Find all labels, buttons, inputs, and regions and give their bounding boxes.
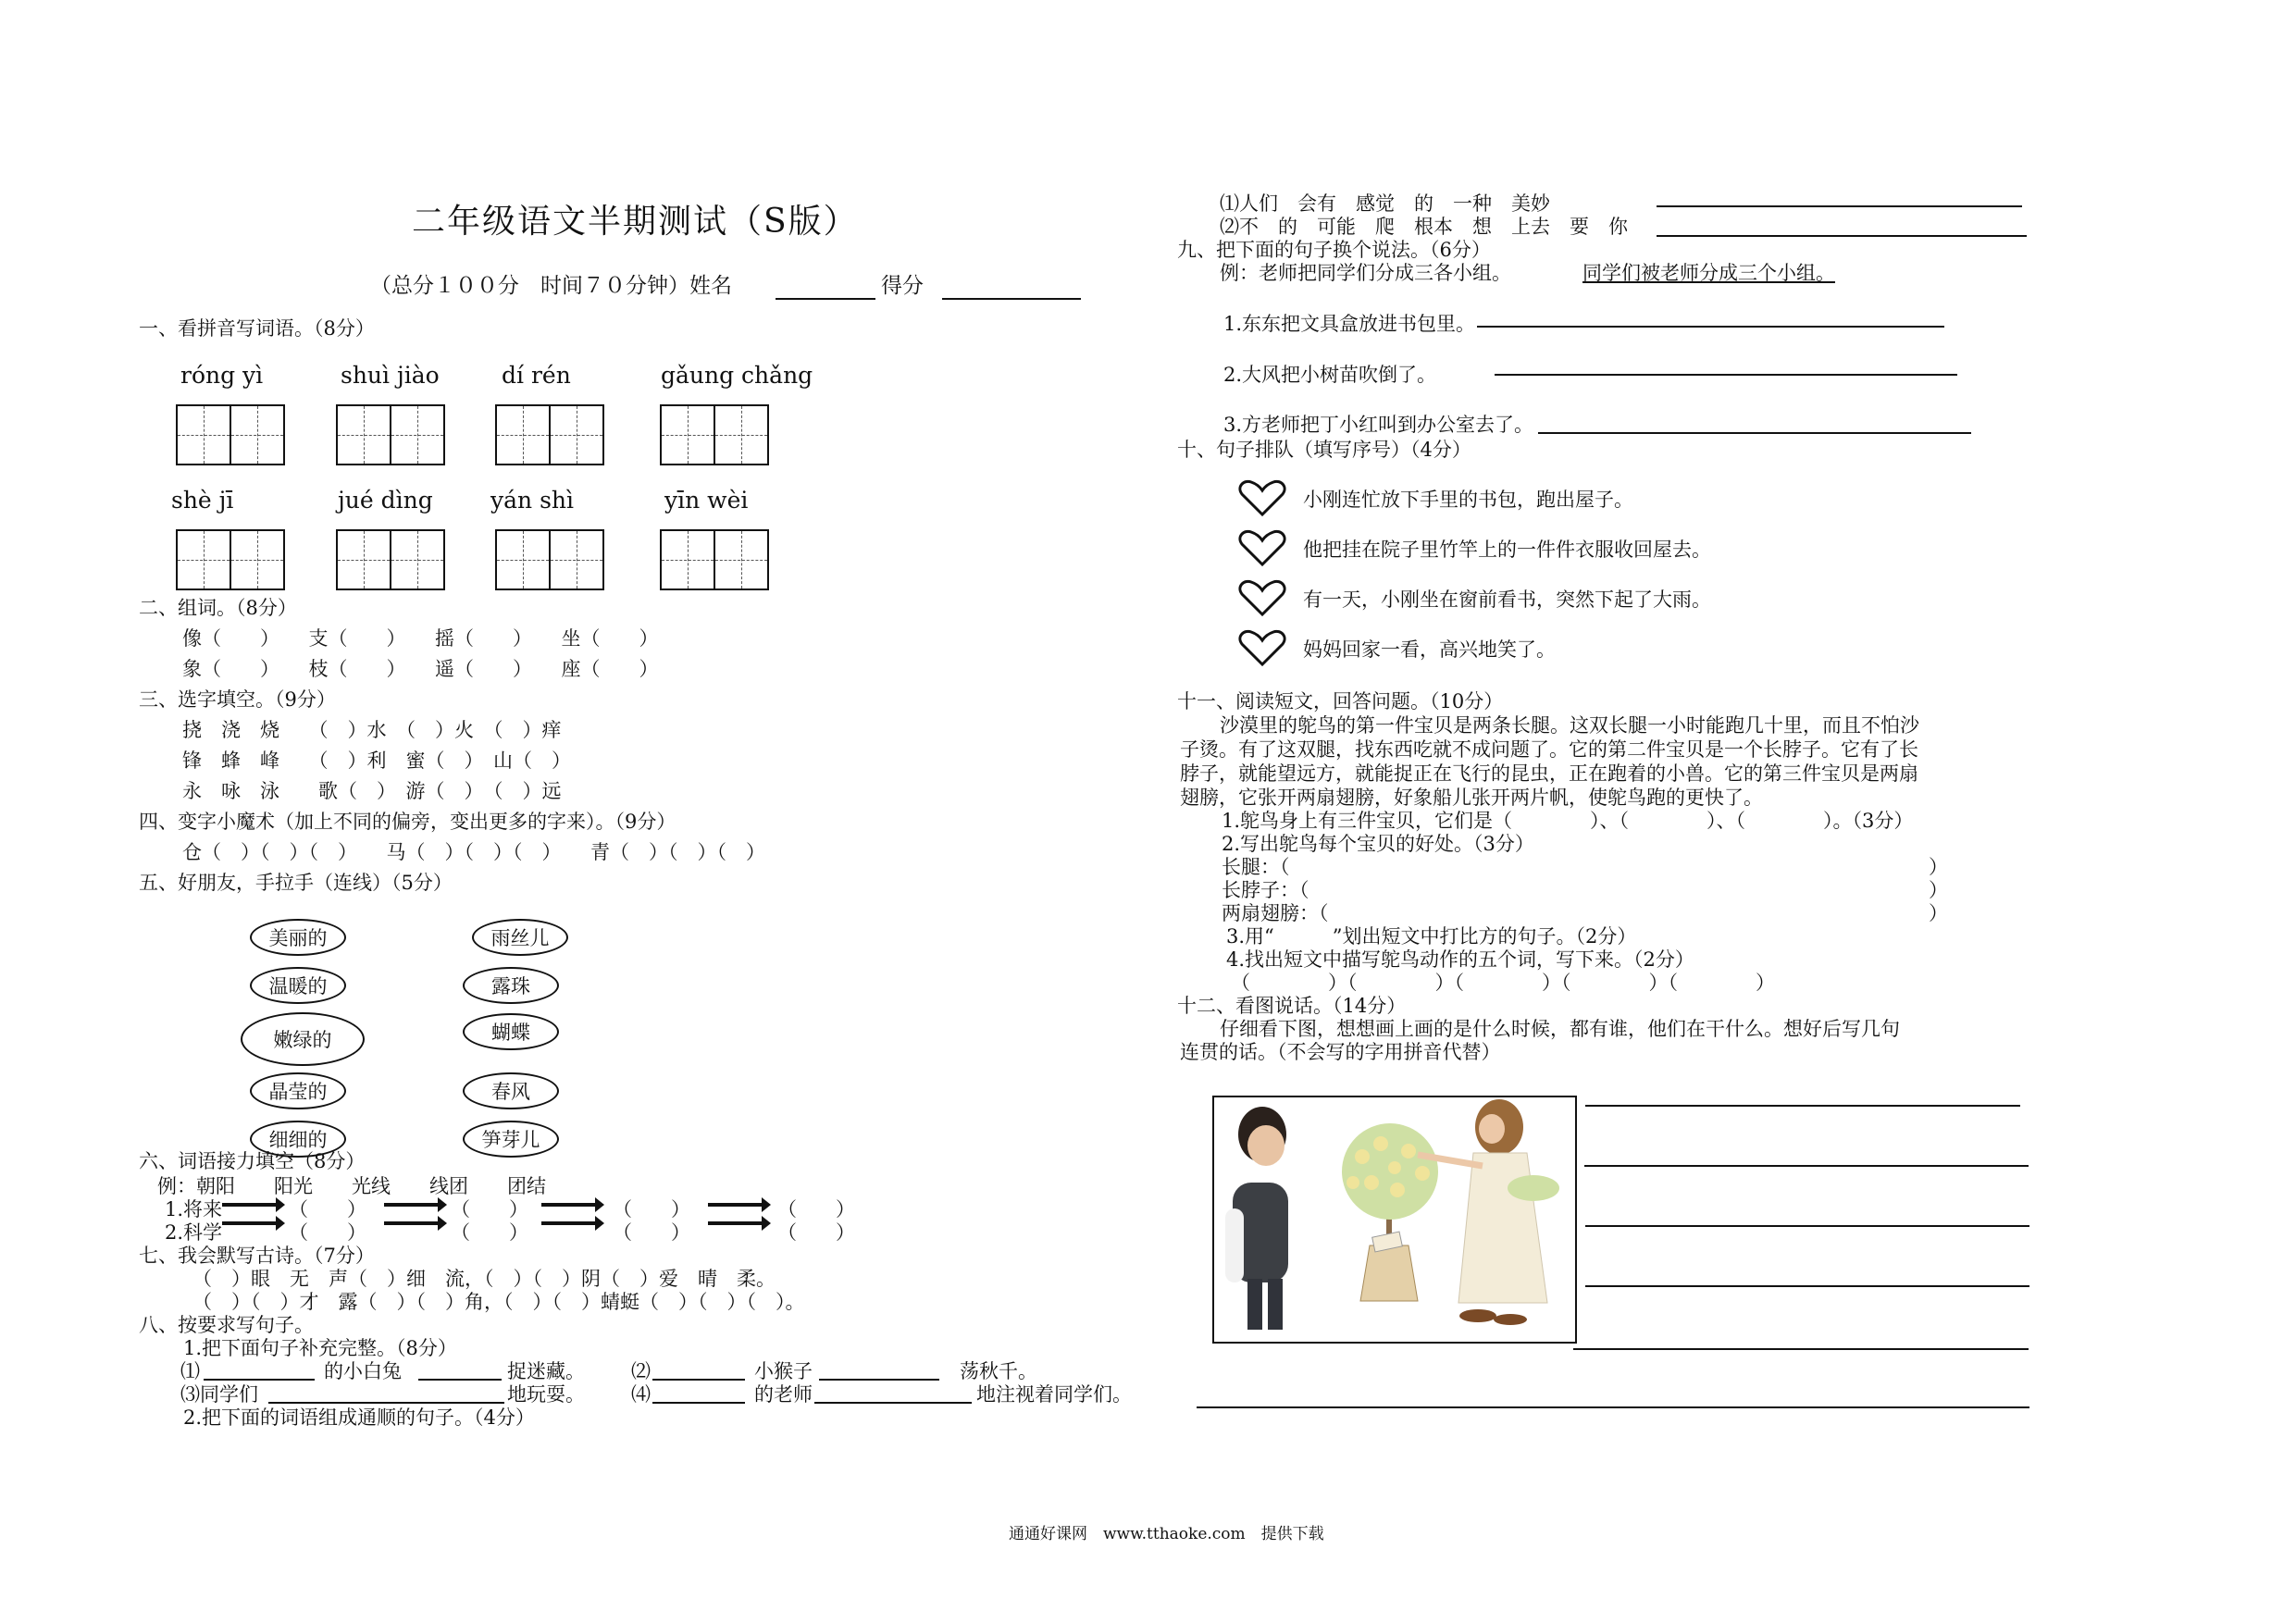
- s9-answer-line[interactable]: [1538, 432, 1971, 434]
- s8-words-2: ⑵不 的 可能 爬 根本 想 上去 要 你: [1220, 216, 1628, 238]
- section-4-heading: 四、变字小魔术（加上不同的偏旁，变出更多的字来）。（9分）: [139, 811, 676, 833]
- match-left-1[interactable]: 美丽的: [250, 919, 346, 956]
- pinyin-3: dí rén: [502, 362, 571, 389]
- s2-row-2: 象（ ） 枝（ ） 遥（ ） 座（ ）: [182, 658, 659, 680]
- s6-blank[interactable]: （ ）: [289, 1198, 366, 1220]
- s12-answer-line[interactable]: [1585, 1105, 2020, 1107]
- s8-a2: ⑵: [631, 1360, 651, 1382]
- match-right-1[interactable]: 雨丝儿: [472, 919, 568, 956]
- write-grid-2[interactable]: [336, 404, 443, 465]
- pinyin-1: róng yì: [180, 362, 264, 389]
- s8-blank[interactable]: [268, 1402, 504, 1404]
- s11-para-1: 沙漠里的鸵鸟的第一件宝贝是两条长腿。这双长腿一小时能跑几十里，而且不怕沙: [1220, 714, 1919, 737]
- s9-answer-line[interactable]: [1477, 326, 1944, 328]
- pinyin-7: yán shì: [490, 487, 575, 514]
- arrow-icon: [222, 1221, 279, 1225]
- s8-a2b: 小猴子: [754, 1360, 813, 1382]
- pinyin-5: shè jī: [171, 487, 234, 514]
- s3-row-2: 锋 蜂 峰 （ ）利 蜜（ ） 山（ ）: [182, 750, 571, 772]
- arrow-icon: [708, 1221, 765, 1225]
- s11-para-2: 子烫。有了这双腿，找东西吃就不成问题了。它的第二件宝贝是一个长脖子。它有了长: [1180, 738, 1918, 761]
- score-label: 得分: [881, 274, 924, 298]
- s6-row-2-label: 2.科学: [165, 1221, 223, 1244]
- s12-para-1: 仔细看下图，想想画上画的是什么时候，都有谁，他们在干什么。想好后写几句: [1220, 1018, 1900, 1040]
- s8-a1: ⑴: [180, 1360, 200, 1382]
- story-illustration: [1212, 1096, 1577, 1344]
- write-grid-7[interactable]: [495, 529, 602, 590]
- s8-a4b: 的老师: [754, 1383, 813, 1406]
- tree-figure: [1342, 1123, 1438, 1301]
- match-left-3[interactable]: 嫩绿的: [241, 1012, 365, 1066]
- arrow-icon: [541, 1221, 599, 1225]
- s8-q2: 2.把下面的词语组成通顺的句子。（4分）: [183, 1406, 535, 1429]
- boy-figure: [1225, 1107, 1288, 1330]
- subtitle-info: （总分１００分 时间７０分钟）姓名: [370, 274, 732, 298]
- s11-q1: 1.鸵鸟身上有三件宝贝，它们是（ ）、（ ）、（ ）。（3分）: [1222, 810, 1914, 832]
- s8-a4c: 地注视着同学们。: [976, 1383, 1132, 1406]
- s10-item-3: 有一天，小刚坐在窗前看书，突然下起了大雨。: [1303, 588, 1711, 611]
- s11-para-3: 脖子，就能望远方，就能捉正在飞行的昆虫，正在跑着的小兽。它的第三件宝贝是两扇: [1180, 762, 1918, 785]
- s8-a1c: 捉迷藏。: [507, 1360, 585, 1382]
- s11-label-1: 长腿：（: [1222, 856, 1290, 878]
- heart-icon[interactable]: [1238, 529, 1286, 566]
- section-1-heading: 一、看拼音写词语。（8分）: [139, 317, 375, 340]
- s9-q3: 3.方老师把丁小红叫到办公室去了。: [1223, 414, 1534, 436]
- s8-answer-line[interactable]: [1657, 235, 2027, 237]
- page-title: 二年级语文半期测试（S版）: [412, 203, 859, 241]
- s8-words-1: ⑴人们 会有 感觉 的 一种 美妙: [1220, 192, 1550, 215]
- s11-label-2: 长脖子：（: [1222, 879, 1309, 901]
- s12-answer-line[interactable]: [1573, 1348, 2029, 1350]
- s11-q4-blanks[interactable]: （ ）（ ）（ ）（ ）（ ）: [1231, 972, 1775, 994]
- s12-answer-line[interactable]: [1197, 1406, 2029, 1408]
- heart-icon[interactable]: [1238, 629, 1286, 666]
- s9-example: 例：老师把同学们分成三各小组。: [1220, 262, 1511, 284]
- s8-blank[interactable]: [652, 1402, 745, 1404]
- s6-blank[interactable]: （ ）: [777, 1198, 855, 1220]
- s8-blank[interactable]: [204, 1379, 315, 1381]
- s8-a3: ⑶同学们: [180, 1383, 258, 1406]
- pinyin-2: shuì jiào: [341, 362, 440, 389]
- s8-answer-line[interactable]: [1657, 205, 2022, 207]
- arrow-icon: [384, 1221, 441, 1225]
- s11-label-3: 两扇翅膀：（: [1222, 902, 1329, 924]
- s8-a1b: 的小白兔: [324, 1360, 402, 1382]
- section-12-heading: 十二、看图说话。（14分）: [1177, 995, 1407, 1017]
- s3-row-3: 永 咏 泳 歌（ ） 游（ ） （ ）远: [182, 780, 562, 802]
- s8-blank[interactable]: [652, 1379, 745, 1381]
- section-9-heading: 九、把下面的句子换个说法。（6分）: [1177, 239, 1491, 261]
- s12-answer-line[interactable]: [1585, 1225, 2029, 1227]
- s6-blank[interactable]: （ ）: [777, 1221, 855, 1244]
- s10-item-4: 妈妈回家一看，高兴地笑了。: [1303, 638, 1556, 661]
- heart-icon[interactable]: [1238, 479, 1286, 516]
- girl-figure: [1418, 1099, 1559, 1325]
- match-left-2[interactable]: 温暖的: [250, 967, 346, 1004]
- s2-row-1: 像（ ） 支（ ） 摇（ ） 坐（ ）: [182, 627, 659, 650]
- write-grid-3[interactable]: [495, 404, 602, 465]
- section-3-heading: 三、选字填空。（9分）: [139, 688, 336, 711]
- s4-row-1: 仓（ ）（ ）（ ） 马（ ）（ ）（ ） 青（ ）（ ）（ ）: [182, 841, 765, 863]
- write-grid-8[interactable]: [660, 529, 767, 590]
- s10-item-1: 小刚连忙放下手里的书包，跑出屋子。: [1303, 489, 1633, 511]
- s8-q1: 1.把下面句子补充完整。（8分）: [183, 1337, 457, 1359]
- s8-blank[interactable]: [819, 1379, 939, 1381]
- write-grid-4[interactable]: [660, 404, 767, 465]
- arrow-icon: [384, 1203, 441, 1207]
- s6-row-1-label: 1.将来: [165, 1198, 223, 1220]
- match-right-4[interactable]: 春风: [463, 1072, 559, 1109]
- section-5-heading: 五、好朋友，手拉手（连线）（5分）: [139, 872, 453, 894]
- section-6-heading: 六、词语接力填空（8分）: [139, 1150, 366, 1172]
- s12-para-2: 连贯的话。（不会写的字用拼音代替）: [1180, 1041, 1501, 1063]
- section-11-heading: 十一、阅读短文，回答问题。（10分）: [1177, 690, 1504, 712]
- s6-blank[interactable]: （ ）: [451, 1221, 528, 1244]
- s6-example: 例：朝阳 阳光 光线 线团 团结: [157, 1175, 546, 1197]
- s7-row-1: （ ）眼 无 声（ ）细 流，（ ）（ ）阴（ ）爱 晴 柔。: [192, 1268, 776, 1290]
- s8-a4: ⑷: [631, 1383, 651, 1406]
- s9-answer-line[interactable]: [1495, 374, 1957, 376]
- arrow-icon: [222, 1203, 279, 1207]
- s11-rparen: ）: [1929, 879, 1948, 901]
- s11-rparen: ）: [1929, 902, 1948, 924]
- s8-blank[interactable]: [418, 1379, 502, 1381]
- score-blank[interactable]: [942, 298, 1081, 300]
- heart-icon[interactable]: [1238, 579, 1286, 616]
- footer-source: 通通好课网 www.tthaoke.com 提供下载: [1009, 1525, 1324, 1543]
- s11-q3: 3.用“ ”划出短文中打比方的句子。（2分）: [1226, 925, 1637, 948]
- match-right-2[interactable]: 露珠: [463, 967, 559, 1004]
- name-blank[interactable]: [776, 298, 875, 300]
- s11-para-4: 翅膀，它张开两扇翅膀，好象船儿张开两片帆，使鸵鸟跑的更快了。: [1180, 787, 1763, 809]
- s12-answer-line[interactable]: [1584, 1165, 2029, 1167]
- write-grid-5[interactable]: [176, 529, 283, 590]
- section-2-heading: 二、组词。（8分）: [139, 597, 297, 619]
- match-right-5[interactable]: 笋芽儿: [463, 1121, 559, 1158]
- pinyin-4: gǎung chǎng: [661, 362, 813, 389]
- s8-a2c: 荡秋千。: [960, 1360, 1037, 1382]
- s11-q4: 4.找出短文中描写鸵鸟动作的五个词，写下来。（2分）: [1226, 948, 1694, 971]
- arrow-icon: [708, 1203, 765, 1207]
- s10-item-2: 他把挂在院子里竹竿上的一件件衣服收回屋去。: [1303, 539, 1711, 561]
- match-left-4[interactable]: 晶莹的: [250, 1072, 346, 1109]
- arrow-icon: [541, 1203, 599, 1207]
- pinyin-8: yīn wèi: [664, 487, 749, 514]
- section-10-heading: 十、句子排队（填写序号）（4分）: [1177, 439, 1471, 461]
- s7-row-2: （ ）（ ）才 露（ ）（ ）角，（ ）（ ）蜻蜓（ ）（ ）（ ）。: [192, 1291, 805, 1313]
- section-7-heading: 七、我会默写古诗。（7分）: [139, 1245, 375, 1267]
- s12-answer-line[interactable]: [1585, 1285, 2029, 1287]
- match-right-3[interactable]: 蝴蝶: [463, 1013, 559, 1050]
- match-left-5[interactable]: 细细的: [250, 1121, 346, 1158]
- write-grid-6[interactable]: [336, 529, 443, 590]
- s11-rparen: ）: [1929, 856, 1948, 878]
- s8-a3c: 地玩耍。: [507, 1383, 585, 1406]
- s6-blank[interactable]: （ ）: [613, 1221, 690, 1244]
- s6-blank[interactable]: （ ）: [289, 1221, 366, 1244]
- pinyin-6: jué dìng: [338, 487, 433, 514]
- s6-blank[interactable]: （ ）: [613, 1198, 690, 1220]
- s9-example-answer: 同学们被老师分成三个小组。: [1582, 262, 1835, 284]
- s9-q2: 2.大风把小树苗吹倒了。: [1223, 364, 1437, 386]
- s11-q2: 2.写出鸵鸟每个宝贝的好处。（3分）: [1222, 833, 1534, 855]
- write-grid-1[interactable]: [176, 404, 283, 465]
- s9-q1: 1.东东把文具盒放进书包里。: [1223, 313, 1476, 335]
- section-8-heading: 八、按要求写句子。: [139, 1314, 314, 1336]
- s6-blank[interactable]: （ ）: [451, 1198, 528, 1220]
- s3-row-1: 挠 浇 烧 （ ）水 （ ）火 （ ）痒: [182, 719, 562, 741]
- s8-blank[interactable]: [814, 1402, 972, 1404]
